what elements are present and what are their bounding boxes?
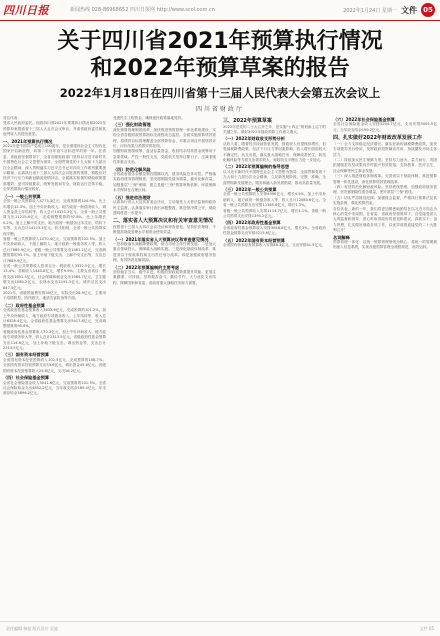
body-paragraph: 预算管理一体化：以统一预算管理规则为核心，将统一的管理规则嵌入信息系统，实现各级预算管理全流程规范、高效运转。 [333, 240, 437, 250]
body-paragraph: 全省社会保险基金收入5041.6亿元，完成预算的101.3%。全省社会保险基金支出4852.2亿元，当年收支结余189.4亿元，年末滚存结余3896.2亿元。 [3, 380, 106, 396]
section-heading: （四）防范化解风险 [113, 166, 151, 172]
body-paragraph: 2021年是中国共产党成立100周年，是全面建设社会主义现代化国家开启新征程、向第二个百年奋斗目标进军的第一年。在省委、省政府坚强领导下，全省各级财政部门坚持以习近平新时代中国特色社会主义思想为指导，全面贯彻党的十九大和十九届历次全会精神，深入贯彻落实习近平总书记对四川工作系列重要指示精神，认真执行省十三届人大四次会议批准的预算，积极应对经济下行压力和新冠肺炎疫情冲击，全面落实积极的财政政策提质增效、更可持续要求，统筹发展和安全，财政运行总体平稳，全年预算执行情况较好。 [3, 144, 106, 192]
body-paragraph: 按照省十三届人大四次会议决议和审查意见，坚持依法理财，不断提高财政管理水平和资金使用效益。 [113, 224, 216, 235]
body-paragraph: 全省一般公共预算收入按项目分：税收收入3332.5亿元，增长13.4%；非税收入1440.8亿元，增长9.9%。主要支出项目：教育支出1691.3亿元，社会保障和就业支出1984.7亿元，卫生健康支出1080.2亿元，农林水支出1191.3亿元，城乡社区支出847.5亿元。 [3, 263, 106, 290]
section-heading: （一）2021年落实省人大预算决议和审查意见情况 [113, 236, 209, 242]
section-heading: （四）2022年政府性基金预算 [223, 220, 281, 226]
body-paragraph: （三）深入推进财政体制改革。完善省以下财政体制，推进预算管理一体化建设，深化预算绩效管理改革。 [333, 174, 437, 184]
body-paragraph: （四）有效防范化解财政风险。坚持底线思维，加强政府债务管理，坚决遏制隐性债务增量，兜牢基层"三保"底线。 [333, 184, 437, 195]
newspaper-logo: 四川日报 [3, 4, 49, 17]
article-byline: 四川省财政厅 [195, 106, 244, 113]
body-paragraph: 全省国有资本经营预算收入102.5亿元，完成预算的108.7%。全省国有资本经营预算支出53.6亿元，调出资金49.6亿元。省级国有资本经营预算收入29.8亿元，支出18.2亿元。 [3, 357, 106, 373]
body-paragraph: 深化预算管理制度改革，加快推进预算管理一体化系统建设，实现全省各级财政预算指标全流程动态监控。全面实施预算绩效管理，将绩效目标管理覆盖全部预算资金，对重点项目开展绩效评价，评价结果与预算安排挂钩。 [113, 127, 216, 149]
body-paragraph: 省级政府性基金预算收入70.3亿元，加上中央补助收入、地方政府专项债务收入等，收入总计2313.5亿元。省级政府性基金预算支出114.6亿元，加上补助下级支出、调出资金等，支出总计2313.5亿元。 [3, 329, 106, 351]
body-paragraph: 各位代表： [3, 116, 21, 120]
page-footer [0, 621, 440, 636]
article-headline [0, 28, 440, 82]
body-paragraph: 全省政府债务余额控制在限额以内，债务风险总体可控。严格落实政府债务管理制度，坚决遏制隐性债务增量，稳妥化解存量。加强基层"三保"保障，建立县级"三保"预算审核机制，库款保障水平保持在合理区间。 [113, 172, 216, 193]
section-heading: （三）国有资本经营预算 [3, 352, 50, 358]
body-paragraph: （一）全力支持稳定经济增长。落实好新的减税降费政策，加快专项债券发行使用，发挥政府投资撬动作用，持续激发市场主体活力。 [333, 141, 437, 157]
section-heading: （五）推进依法理财 [113, 194, 151, 200]
section-heading: （六）2022年社会保险基金预算 [333, 117, 395, 122]
body-paragraph: （五）切实严肃财经纪律。加强财会监督，严格执行预算法及其实施条例，强化预算约束。 [333, 195, 437, 206]
masthead [0, 0, 440, 21]
body-paragraph: 坚持稳字当头、稳中求进，积极的财政政策要提升效能，更加注重精准、可持续。坚持艰苦奋斗、勤俭节约，大力优化支出结构，保障国家和省委、省政府重大战略任务财力需要。 [113, 270, 216, 285]
masthead-right [343, 3, 435, 17]
section-heading: 一、2021年预算执行情况 [3, 138, 53, 144]
body-paragraph: 省级一般公共预算收入1070.4亿元，完成预算的102.3%。加上中央补助收入、下级上解收入、地方政府一般债务收入等，收入总计7689.9亿元。省级一般公共预算支出1481.1亿元，完成调整预算的95.7%。加上补助下级支出、上解中央支出等，支出总计7689.9亿元。 [3, 236, 106, 263]
body-paragraph: （二）持续加大民生保障力度。坚持尽力而为、量力而行，巩固拓展脱贫攻坚成果同乡村振兴有效衔接，支持教育、医疗卫生、社会保障等民生事业发展。 [333, 157, 437, 173]
body-paragraph: 全省政府性基金预算收入安排3948.8亿元，增长3%。全省政府性基金预算支出安排5215.6亿元。 [223, 225, 326, 236]
section-heading: （二）2022年预算编制的主要考虑 [113, 264, 180, 270]
text-column-4 [333, 116, 437, 616]
body-paragraph: 全省一般公共预算收入安排4990亿元，增长4.5%。加上中央补助收入、地方政府一般债务收入等，收入总计12080.6亿元。全省一般公共预算支出安排11365.8亿元，增长1.3%。 [223, 192, 326, 208]
section-heading: （二）2022年预算编制的指导思想 [223, 164, 290, 170]
section-heading: （五）2022年国有资本经营预算 [223, 237, 285, 243]
masthead-meta: 新闻热线 028-86968652 四川日报网 http://www.scol.com.cn [70, 7, 215, 13]
section-heading: 名词解释 [333, 234, 350, 240]
body-paragraph: 一是积极落实减税降费政策，助力市场主体纾困发展。二是加大重点领域投入，保障重大战略实施。三是深化财政体制改革，推进省以下财政事权和支出责任划分改革。四是加强政府债务管理，有效防范化解风险。 [113, 242, 216, 263]
body-paragraph: 以习近平新时代中国特色社会主义思想为指导，全面贯彻党的十九大和十九届历次全会精神，立足新发展阶段，完整、准确、全面贯彻新发展理念，服务和融入新发展格局，推动高质量发展。 [223, 169, 326, 185]
body-paragraph: 2022年是党的二十大召开之年，是实施"十四五"规划承上启下的关键之年。做好2022年财政预算工作意义重大。 [223, 124, 326, 134]
body-paragraph: 各位代表，新的一年，我们将更加紧密地团结在以习近平同志为核心的党中央周围，在省委、省政府坚强领导下，自觉接受省人大的监督和指导，虚心听取省政协的意见和建议，真抓实干、奋力拼搏，扎实做好财政各项工作，以优异成绩迎接党的二十大胜利召开！ [333, 206, 437, 233]
body-paragraph: 全省一般公共预算收入4773.3亿元，完成预算的104.9%，比上年增长12.3%。加上中央补助收入、地方政府一般债务收入、调入资金及上年结转等，收入总计14123.3亿元。全省一般公共预算支出11215.6亿元，完成调整预算的97.8%，比上年增长0.2%。加上上解中央支出、地方政府一般债务还本支出、结转下年等，支出总计14123.3亿元。收支相抵，全省一般公共预算实现平衡。 [3, 199, 106, 236]
article-body [3, 116, 437, 616]
body-paragraph: 受惠民生工程资金，确保惠民政策落地见效。 [113, 116, 185, 120]
body-paragraph: 全省社会保险基金收入安排5204.7亿元，支出安排5005.5亿元，当年收支结余199.2亿元。 [333, 122, 437, 132]
text-column-1 [3, 116, 106, 616]
headline-line-2: 和2022年预算草案的报告 [90, 56, 350, 81]
body-paragraph: 2021年，省级预备费安排30亿元，实际支出28.9亿元，主要用于疫情防控、防汛救灾、地质灾害防治等方面。 [3, 291, 106, 301]
headline-line-1: 关于四川省2021年预算执行情况 [57, 29, 383, 54]
section-heading: 四、扎实做好2022年财政改革发展工作 [333, 135, 422, 142]
section-heading: （三）强化财政管理 [113, 122, 151, 128]
issue-date: 2022年1月24日 星期一 [343, 7, 397, 14]
body-paragraph: 认真执行省人大及其常委会决议，主动接受人大依法监督和政协民主监督。认真落实审计查出问题整改，推进预决算公开，财政透明度进一步提升。 [113, 200, 216, 215]
section-heading: 三、2022年预算草案 [223, 118, 272, 124]
body-paragraph: 全省政府性基金预算收入3832.6亿元，完成预算的101.2%。加上中央补助收入、地方政府专项债务收入、上年结转等，收入总计6328.4亿元。全省政府性基金预算支出5417.8亿元，完成调整预算的95.6%。 [3, 308, 106, 329]
section-heading: 二、落实省人大预算决议和有关审查意见情况 [113, 218, 214, 225]
page-number-badge: 05 [421, 3, 435, 17]
section-heading: （一）2022年财政收支形势分析 [223, 136, 285, 142]
article-subhead: 2022年1月18日在四川省第十三届人民代表大会第五次会议上 [59, 86, 381, 100]
body-paragraph: 从收入看，随着经济持续恢复发展，财政收入有望保持增长，但受减税降费政策、经济下行压力等因素影响，收入增长面临较大不确定性。从支出看，落实重大战略任务、保障改善民生、防范化解风险等方面支出需求较大，财政收支平衡压力进一步加大。 [223, 141, 326, 162]
section-heading: （一）一般公共预算 [3, 193, 41, 199]
body-paragraph: 全省国有资本经营预算收入安排88.3亿元，支出安排41.5亿元。 [223, 243, 326, 248]
text-column-2 [113, 116, 216, 616]
body-paragraph: 受省人民政府委托，现将四川省2021年预算执行情况和2022年预算草案提请省十三届人大五次会议审议，并请省政协委员和其他列席人员提出意见。 [3, 121, 106, 137]
footer-credits: 责任编辑 杨旭 版式设计 吴迪 [6, 626, 58, 631]
body-paragraph: 加强财政资源统筹，盘活存量资金，收回结余结转资金统筹用于急需领域。严控一般性支出，党政机关坚持过紧日子，压减非刚性非重点支出。 [113, 149, 216, 165]
section-label: 文件 [401, 5, 417, 15]
body-paragraph: 省级一般公共预算收入安排1114.7亿元，增长4.1%。省级一般公共预算支出安排1395.2亿元。 [223, 208, 326, 218]
section-heading: （四）社会保险基金预算 [3, 375, 50, 381]
text-column-3 [223, 116, 326, 616]
section-heading: （二）政府性基金预算 [3, 302, 45, 308]
section-heading: （三）2022年一般公共预算 [223, 186, 277, 192]
footer-page-label: 文件 05 [419, 626, 434, 631]
